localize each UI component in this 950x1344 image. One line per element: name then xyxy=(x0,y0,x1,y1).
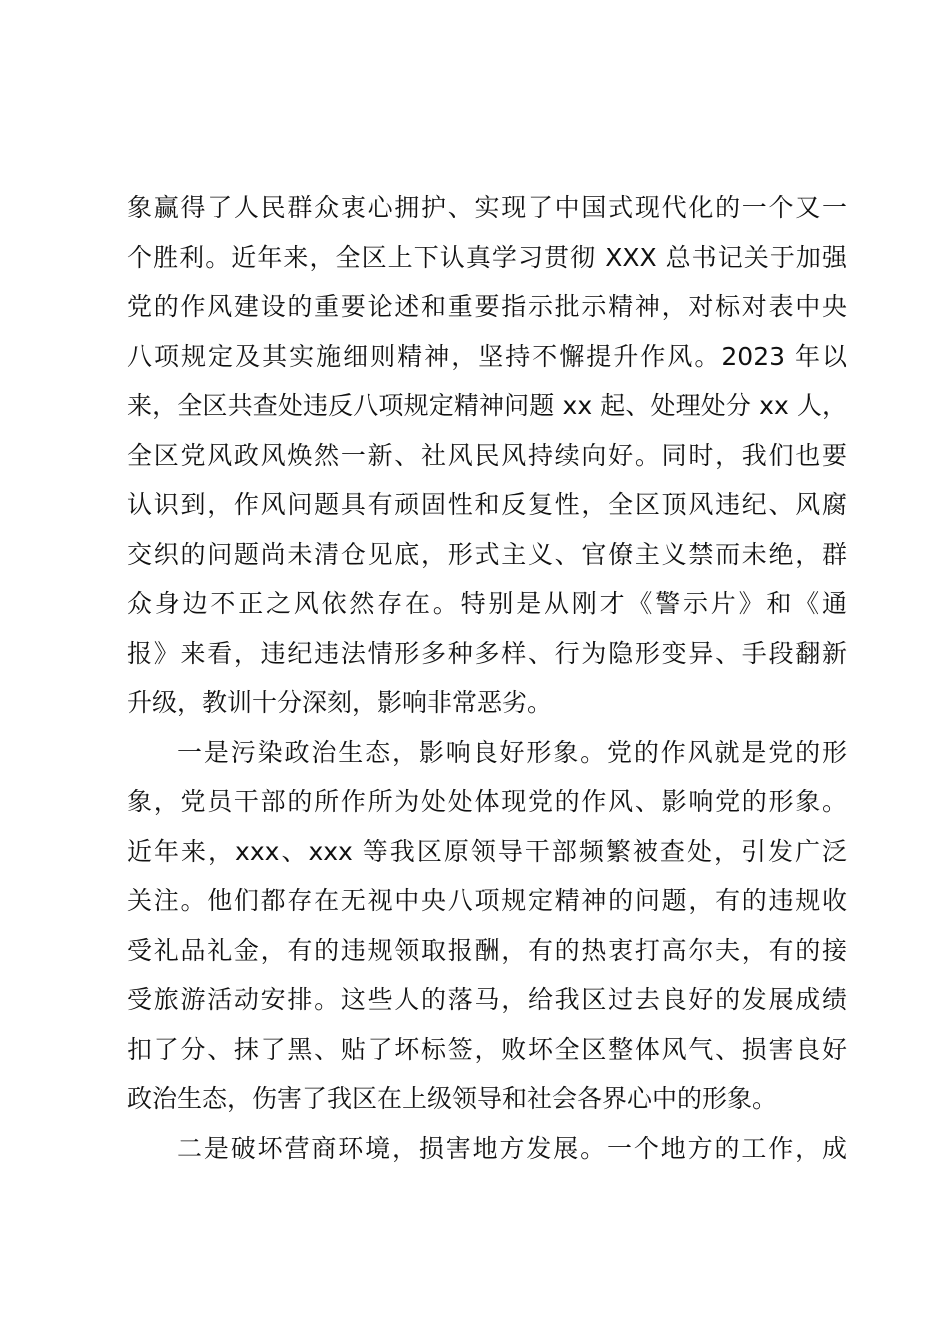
text-line-14: 近年来，xxx、xxx 等我区原领导干部频繁被查处，引发广泛 xyxy=(127,836,847,866)
text-line-10: 报》来看，违纪违法情形多种多样、行为隐形变异、手段翻新 xyxy=(127,638,847,668)
text-line-11: 升级，教训十分深刻，影响非常恶劣。 xyxy=(127,688,553,717)
text-line-8: 交织的问题尚未清仓见底，形式主义、官僚主义禁而未绝，群 xyxy=(127,539,847,569)
text-line-13: 象，党员干部的所作所为处处体现党的作风、影响党的形象。 xyxy=(127,787,847,816)
text-line-9: 众身边不正之风依然存在。特别是从刚才《警示片》和《通 xyxy=(127,589,847,618)
paragraph-heading-2: 二是破坏营商环境，损害地方发展。一个地方的工作，成 xyxy=(177,1133,847,1163)
text-line-16: 受礼品礼金，有的违规领取报酬，有的热衷打高尔夫，有的接 xyxy=(127,935,847,965)
text-line-2: 个胜利。近年来，全区上下认真学习贯彻 XXX 总书记关于加强 xyxy=(127,242,847,272)
text-line-18: 扣了分、抹了黑、贴了坏标签，败坏全区整体风气、损害良好 xyxy=(127,1034,847,1064)
text-line-5: 来，全区共查处违反八项规定精神问题 xx 起、处理处分 xx 人， xyxy=(127,391,847,420)
text-line-4: 八项规定及其实施细则精神，坚持不懈提升作风。2023 年以 xyxy=(127,341,847,371)
text-line-6: 全区党风政风焕然一新、社风民风持续向好。同时，我们也要 xyxy=(127,440,847,470)
text-line-3: 党的作风建设的重要论述和重要指示批示精神，对标对表中央 xyxy=(127,292,847,321)
text-line-1: 象赢得了人民群众衷心拥护、实现了中国式现代化的一个又一 xyxy=(127,193,847,222)
text-line-15: 关注。他们都存在无视中央八项规定精神的问题，有的违规收 xyxy=(127,886,847,915)
body-text xyxy=(127,183,847,1173)
text-line-17: 受旅游活动安排。这些人的落马，给我区过去良好的发展成绩 xyxy=(127,985,847,1014)
paragraph-heading-1: 一是污染政治生态，影响良好形象。党的作风就是党的形 xyxy=(177,737,847,767)
text-line-7: 认识到，作风问题具有顽固性和反复性，全区顶风违纪、风腐 xyxy=(127,490,847,519)
text-line-19: 政治生态，伤害了我区在上级领导和社会各界心中的形象。 xyxy=(127,1084,778,1113)
